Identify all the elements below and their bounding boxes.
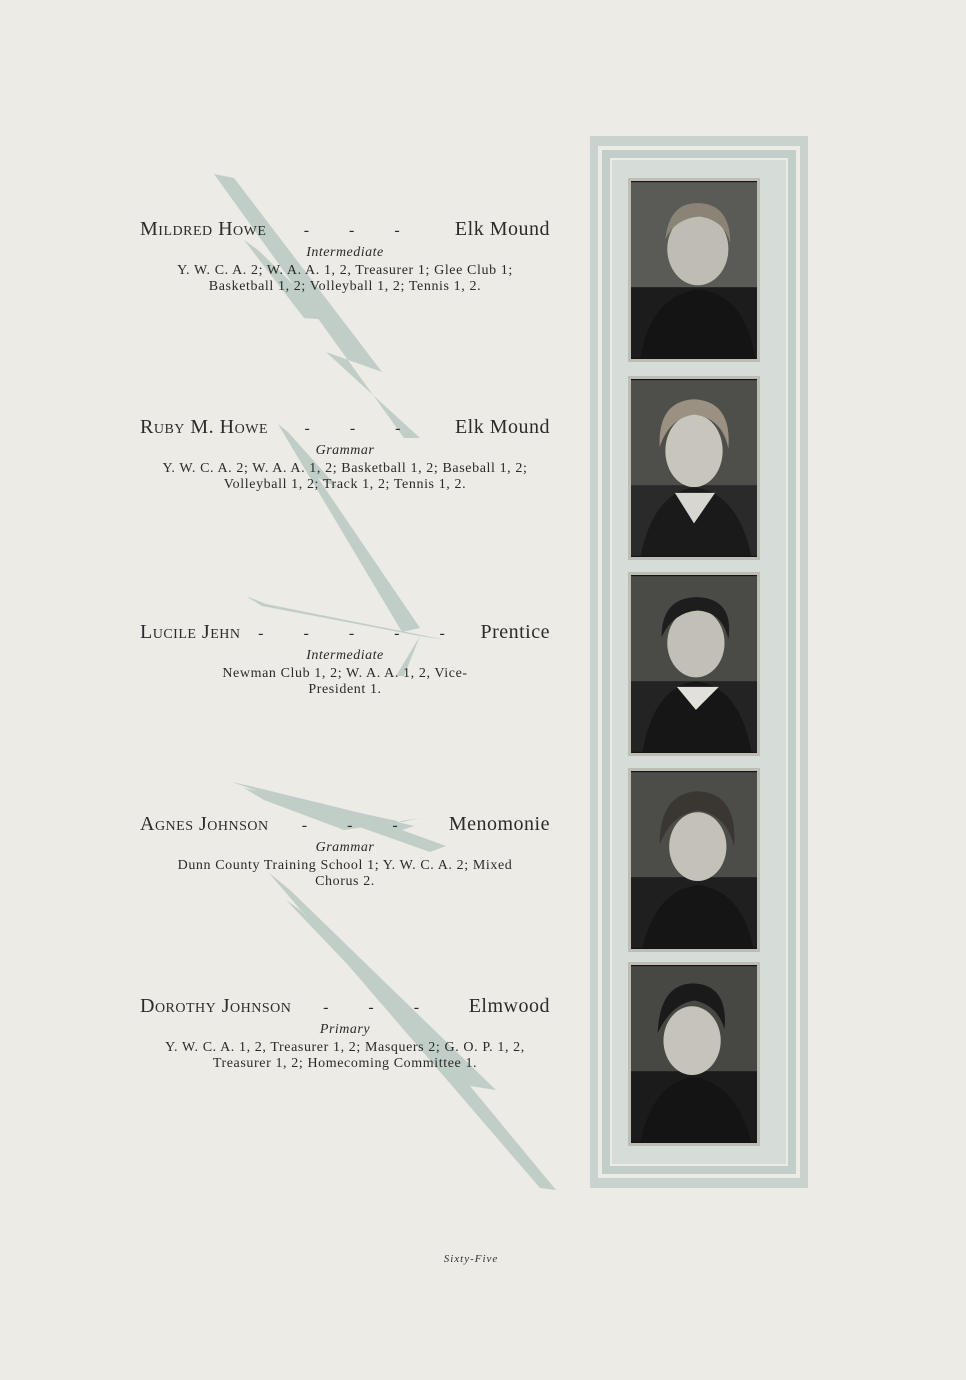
student-entry xyxy=(140,416,550,493)
activities: Newman Club 1, 2; W. A. A. 1, 2, Vice-President 1. xyxy=(222,666,468,697)
course: Primary xyxy=(319,1022,371,1037)
student-entry xyxy=(140,218,550,295)
leader-dashes: - - - xyxy=(304,420,419,437)
leader-dashes: - - - xyxy=(301,817,416,834)
leader-dashes: - - - xyxy=(323,999,438,1016)
student-name: Dorothy Johnson xyxy=(140,995,292,1017)
course: Intermediate xyxy=(306,648,384,663)
hometown: Prentice xyxy=(480,621,550,643)
course: Grammar xyxy=(315,443,375,458)
hometown: Elmwood xyxy=(468,995,550,1017)
portrait-photo xyxy=(628,178,760,362)
portrait-photo xyxy=(628,572,760,756)
student-name: Lucile Jehn xyxy=(140,621,241,643)
leader-dashes: - - - xyxy=(303,222,418,239)
activities: Y. W. C. A. 2; W. A. A. 1, 2; Basketball 1, 2; Baseball 1, 2; Volleyball 1, 2; Track 1, 2; Tennis 1, 2. xyxy=(162,461,528,492)
entry-header xyxy=(140,416,550,439)
student-entry xyxy=(140,813,550,890)
course: Intermediate xyxy=(306,245,384,260)
student-entry xyxy=(140,995,550,1072)
activities: Dunn County Training School 1; Y. W. C. A. 2; Mixed Chorus 2. xyxy=(177,858,513,889)
entry-header xyxy=(140,995,550,1018)
entry-header xyxy=(140,218,550,241)
portrait-photo xyxy=(628,376,760,560)
student-name: Ruby M. Howe xyxy=(140,416,269,438)
portrait-photo xyxy=(628,962,760,1146)
portrait-photo xyxy=(628,768,760,952)
hometown: Menomonie xyxy=(448,813,550,835)
photo-strip-frame xyxy=(590,136,808,1188)
hometown: Elk Mound xyxy=(454,416,550,438)
activities: Y. W. C. A. 2; W. A. A. 1, 2, Treasurer 1; Glee Club 1; Basketball 1, 2; Volleyball 1, 2; Tennis 1, 2. xyxy=(177,263,513,294)
student-entry xyxy=(140,621,550,698)
entry-header xyxy=(140,621,550,644)
student-name: Agnes Johnson xyxy=(140,813,269,835)
activities: Y. W. C. A. 1, 2, Treasurer 1, 2; Masquers 2; G. O. P. 1, 2, Treasurer 1, 2; Homecoming Committee 1. xyxy=(165,1040,525,1071)
page-number xyxy=(0,1253,942,1265)
hometown: Elk Mound xyxy=(454,218,550,240)
course: Grammar xyxy=(315,840,375,855)
leader-dashes: - - - - - xyxy=(258,625,463,642)
page-number-text: Sixty-Five xyxy=(443,1253,499,1265)
entry-header xyxy=(140,813,550,836)
student-name: Mildred Howe xyxy=(140,218,267,240)
